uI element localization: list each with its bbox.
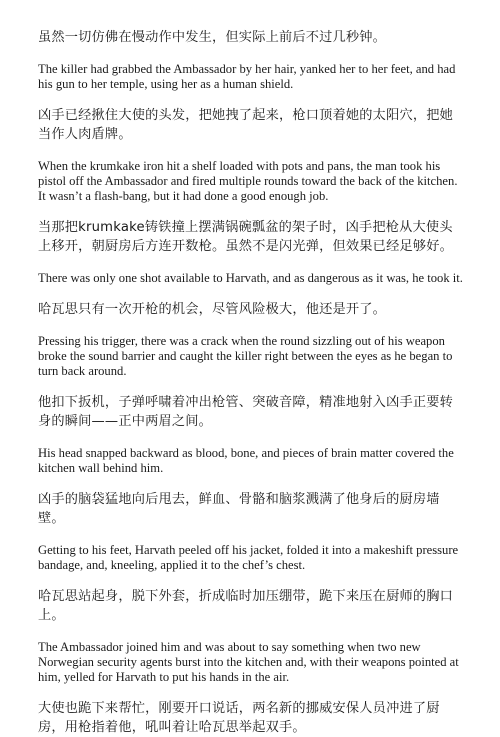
paragraph-zh: 凶手已经揪住大使的头发，把她拽了起来，枪口顶着她的太阳穴，把她当作人肉盾牌。 xyxy=(38,108,454,142)
paragraph-en: The killer had grabbed the Ambassador by her hair, yanked her to her feet, and had his gun to her temple, using her as a human shield. xyxy=(38,62,456,91)
paragraph-zh: 大使也跪下来帮忙，刚要开口说话，两名新的挪威安保人员冲进了厨房，用枪指着他，吼叫着让哈瓦思举起双手。 xyxy=(38,701,440,735)
paragraph-en: Getting to his feet, Harvath peeled off his jacket, folded it into a makeshift pressure bandage, and, kneeling, applied it to the chef’s chest. xyxy=(38,543,459,572)
paragraph-en: There was only one shot available to Harvath, and as dangerous as it was, he took it. xyxy=(38,271,463,285)
paragraph-zh: 他扣下扳机，子弹呼啸着冲出枪管、突破音障，精准地射入凶手正要转身的瞬间——正中两眉之间。 xyxy=(38,395,454,429)
paragraph-en: When the krumkake iron hit a shelf loaded with pots and pans, the man took his pistol off the Ambassador and fired multiple rounds toward the back of the kitchen. It wasn’t a flash-bang, but it had done a good enough job. xyxy=(38,159,458,203)
paragraph-en: The Ambassador joined him and was about to say something when two new Norwegian security agents burst into the kitchen and, with their weapons pointed at him, yelled for Harvath to put his hands in the air. xyxy=(38,640,459,684)
paragraph-zh: 哈瓦思只有一次开枪的机会，尽管风险极大，他还是开了。 xyxy=(38,302,387,317)
paragraph-en: His head snapped backward as blood, bone, and pieces of brain matter covered the kitchen wall behind him. xyxy=(38,446,454,475)
paragraph-zh: 凶手的脑袋猛地向后甩去，鲜血、骨骼和脑浆溅满了他身后的厨房墙壁。 xyxy=(38,492,440,526)
paragraph-en: Pressing his trigger, there was a crack when the round sizzling out of his weapon broke the sound barrier and caught the killer right between the eyes as he began to turn back around. xyxy=(38,334,453,378)
paragraph-zh: 虽然一切仿佛在慢动作中发生，但实际上前后不过几秒钟。 xyxy=(38,30,387,45)
paragraph-zh: 当那把krumkake铸铁撞上摆满锅碗瓢盆的架子时，凶手把枪从大使头上移开，朝厨房后方连开数枪。虽然不是闪光弹，但效果已经足够好。 xyxy=(38,220,454,254)
paragraph-zh: 哈瓦思站起身，脱下外套，折成临时加压绷带，跪下来压在厨师的胸口上。 xyxy=(38,589,454,623)
